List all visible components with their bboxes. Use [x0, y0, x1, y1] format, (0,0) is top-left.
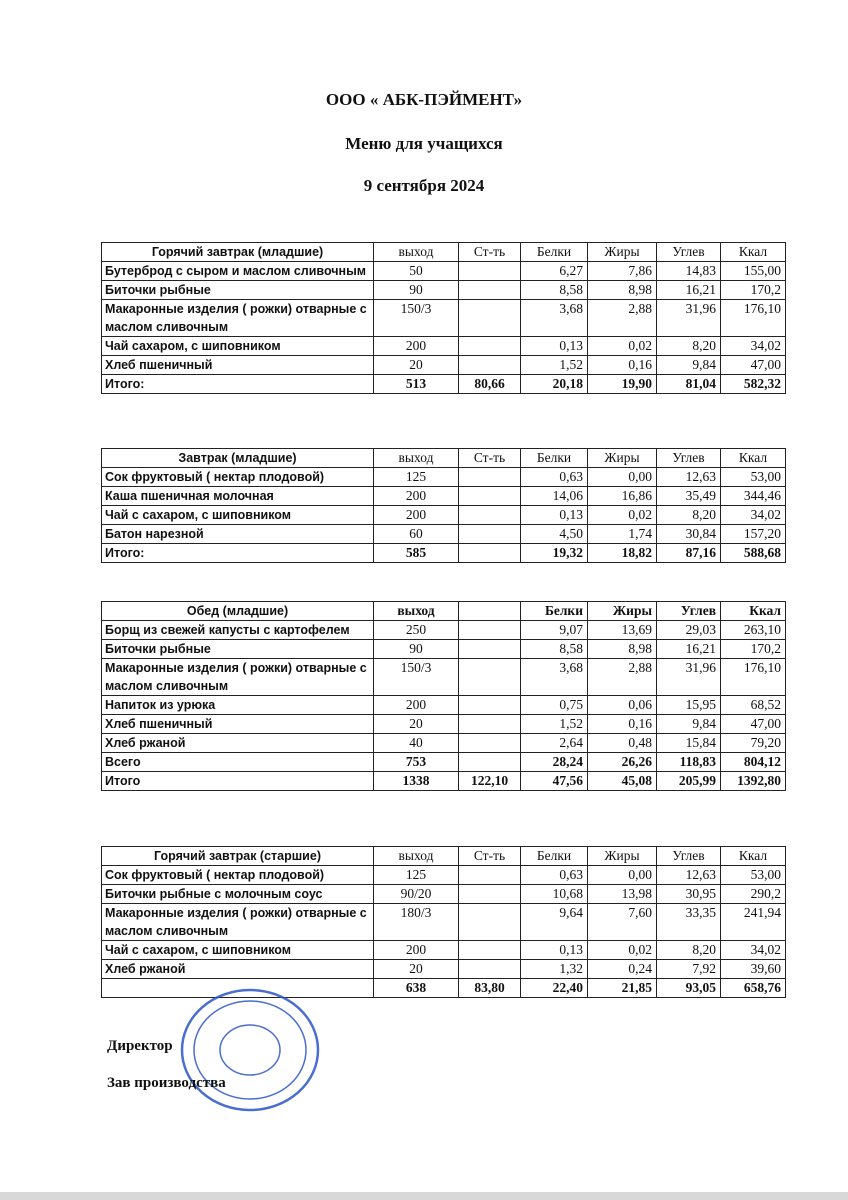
cell-kcal: 79,20: [721, 734, 786, 753]
table-row: [102, 885, 786, 904]
cell-fat: 0,16: [588, 356, 657, 375]
cell-carbs: 205,99: [657, 772, 721, 791]
table-row: [102, 525, 786, 544]
cell-carbs: 8,20: [657, 506, 721, 525]
production-manager-signature-label: Зав производства: [107, 1075, 226, 1091]
cell-protein: 3,68: [521, 659, 588, 696]
table-row: [102, 506, 786, 525]
cell-dish-name: Сок фруктовый ( нектар плодовой): [102, 866, 374, 885]
cell-price: [459, 525, 521, 544]
cell-dish-name: Всего: [102, 753, 374, 772]
table-header-row: [102, 847, 786, 866]
cell-yield: выход: [374, 602, 459, 621]
cell-kcal: 170,2: [721, 281, 786, 300]
cell-carbs: 81,04: [657, 375, 721, 394]
cell-yield: 250: [374, 621, 459, 640]
cell-price: [459, 506, 521, 525]
cell-yield: 20: [374, 715, 459, 734]
cell-kcal: Ккал: [721, 602, 786, 621]
cell-yield: выход: [374, 449, 459, 468]
cell-kcal: 47,00: [721, 715, 786, 734]
cell-price: [459, 300, 521, 337]
cell-protein: 0,63: [521, 866, 588, 885]
cell-protein: Белки: [521, 847, 588, 866]
cell-kcal: 53,00: [721, 866, 786, 885]
cell-dish-name: Сок фруктовый ( нектар плодовой): [102, 468, 374, 487]
cell-dish-name: Чай с сахаром, с шиповником: [102, 506, 374, 525]
cell-yield: 1338: [374, 772, 459, 791]
cell-protein: 10,68: [521, 885, 588, 904]
cell-fat: 0,00: [588, 866, 657, 885]
cell-price: 83,80: [459, 979, 521, 998]
cell-protein: Белки: [521, 602, 588, 621]
cell-dish-name: Хлеб ржаной: [102, 734, 374, 753]
cell-price: [459, 696, 521, 715]
table-header-row: [102, 449, 786, 468]
cell-fat: 0,02: [588, 337, 657, 356]
cell-carbs: 30,84: [657, 525, 721, 544]
cell-kcal: 34,02: [721, 941, 786, 960]
cell-yield: 200: [374, 337, 459, 356]
cell-dish-name: Завтрак (младшие): [102, 449, 374, 468]
cell-yield: выход: [374, 847, 459, 866]
cell-protein: 9,07: [521, 621, 588, 640]
cell-carbs: 35,49: [657, 487, 721, 506]
cell-yield: 20: [374, 356, 459, 375]
cell-price: [459, 659, 521, 696]
cell-kcal: Ккал: [721, 449, 786, 468]
cell-dish-name: Итого:: [102, 375, 374, 394]
cell-protein: 0,13: [521, 941, 588, 960]
cell-fat: 2,88: [588, 659, 657, 696]
table-row: [102, 960, 786, 979]
cell-protein: Белки: [521, 243, 588, 262]
cell-kcal: 582,32: [721, 375, 786, 394]
cell-price: [459, 621, 521, 640]
table-row: [102, 696, 786, 715]
cell-price: Ст-ть: [459, 243, 521, 262]
table-row: [102, 904, 786, 941]
table-total-row: [102, 544, 786, 563]
cell-fat: 0,06: [588, 696, 657, 715]
cell-carbs: Углев: [657, 602, 721, 621]
cell-fat: 7,60: [588, 904, 657, 941]
cell-yield: 90: [374, 640, 459, 659]
cell-kcal: 1392,80: [721, 772, 786, 791]
cell-yield: 40: [374, 734, 459, 753]
table-row: [102, 281, 786, 300]
cell-dish-name: Хлеб пшеничный: [102, 356, 374, 375]
cell-carbs: 12,63: [657, 468, 721, 487]
cell-yield: выход: [374, 243, 459, 262]
cell-kcal: 155,00: [721, 262, 786, 281]
cell-price: [459, 356, 521, 375]
cell-price: Ст-ть: [459, 449, 521, 468]
cell-fat: Жиры: [588, 602, 657, 621]
cell-fat: 2,88: [588, 300, 657, 337]
cell-price: [459, 640, 521, 659]
cell-kcal: Ккал: [721, 847, 786, 866]
cell-protein: 1,52: [521, 356, 588, 375]
cell-kcal: 241,94: [721, 904, 786, 941]
cell-dish-name: Батон нарезной: [102, 525, 374, 544]
cell-carbs: 93,05: [657, 979, 721, 998]
cell-dish-name: Макаронные изделия ( рожки) отварные с маслом сливочным: [102, 300, 374, 337]
cell-carbs: 8,20: [657, 941, 721, 960]
cell-fat: Жиры: [588, 243, 657, 262]
document-title: Меню для учащихся: [345, 134, 503, 153]
cell-kcal: 170,2: [721, 640, 786, 659]
cell-protein: 28,24: [521, 753, 588, 772]
cell-carbs: Углев: [657, 847, 721, 866]
cell-dish-name: Биточки рыбные: [102, 640, 374, 659]
cell-yield: 60: [374, 525, 459, 544]
cell-fat: 0,00: [588, 468, 657, 487]
cell-fat: Жиры: [588, 847, 657, 866]
cell-protein: 0,13: [521, 506, 588, 525]
cell-carbs: 87,16: [657, 544, 721, 563]
cell-protein: 4,50: [521, 525, 588, 544]
cell-price: [459, 715, 521, 734]
cell-carbs: 14,83: [657, 262, 721, 281]
cell-yield: 753: [374, 753, 459, 772]
cell-kcal: 176,10: [721, 659, 786, 696]
cell-yield: 200: [374, 506, 459, 525]
table-row: [102, 659, 786, 696]
menu-table-lunch-junior: [101, 601, 786, 791]
cell-yield: 200: [374, 941, 459, 960]
cell-protein: 20,18: [521, 375, 588, 394]
cell-price: [459, 753, 521, 772]
cell-protein: 8,58: [521, 640, 588, 659]
menu-table-hot-breakfast-junior: [101, 242, 786, 394]
table-total-row: [102, 753, 786, 772]
cell-carbs: 16,21: [657, 281, 721, 300]
cell-fat: 0,48: [588, 734, 657, 753]
cell-price: [459, 904, 521, 941]
cell-price: [459, 262, 521, 281]
cell-kcal: 344,46: [721, 487, 786, 506]
cell-carbs: 33,35: [657, 904, 721, 941]
cell-protein: 1,52: [521, 715, 588, 734]
cell-carbs: 16,21: [657, 640, 721, 659]
cell-dish-name: Горячий завтрак (старшие): [102, 847, 374, 866]
cell-price: [459, 281, 521, 300]
cell-protein: 22,40: [521, 979, 588, 998]
cell-yield: 90: [374, 281, 459, 300]
table-row: [102, 715, 786, 734]
cell-dish-name: Бутерброд с сыром и маслом сливочным: [102, 262, 374, 281]
cell-fat: 0,16: [588, 715, 657, 734]
cell-carbs: 29,03: [657, 621, 721, 640]
cell-dish-name: Напиток из урюка: [102, 696, 374, 715]
official-stamp: [175, 985, 325, 1115]
cell-protein: 8,58: [521, 281, 588, 300]
cell-yield: 513: [374, 375, 459, 394]
cell-price: [459, 544, 521, 563]
cell-price: [459, 337, 521, 356]
cell-price: [459, 866, 521, 885]
cell-kcal: 658,76: [721, 979, 786, 998]
cell-fat: 0,02: [588, 941, 657, 960]
cell-fat: 1,74: [588, 525, 657, 544]
cell-fat: 21,85: [588, 979, 657, 998]
table-row: [102, 941, 786, 960]
cell-kcal: Ккал: [721, 243, 786, 262]
table-total-row: [102, 375, 786, 394]
cell-carbs: 30,95: [657, 885, 721, 904]
cell-yield: 585: [374, 544, 459, 563]
cell-dish-name: Биточки рыбные: [102, 281, 374, 300]
cell-kcal: 47,00: [721, 356, 786, 375]
cell-carbs: 15,84: [657, 734, 721, 753]
cell-kcal: 804,12: [721, 753, 786, 772]
cell-fat: Жиры: [588, 449, 657, 468]
cell-carbs: 8,20: [657, 337, 721, 356]
cell-kcal: 39,60: [721, 960, 786, 979]
cell-price: [459, 734, 521, 753]
cell-dish-name: Чай с сахаром, с шиповником: [102, 941, 374, 960]
table-row: [102, 866, 786, 885]
cell-dish-name: Итого:: [102, 544, 374, 563]
cell-fat: 0,24: [588, 960, 657, 979]
cell-dish-name: Горячий завтрак (младшие): [102, 243, 374, 262]
cell-fat: 13,69: [588, 621, 657, 640]
cell-kcal: 157,20: [721, 525, 786, 544]
cell-yield: 150/3: [374, 659, 459, 696]
table-row: [102, 734, 786, 753]
cell-yield: 150/3: [374, 300, 459, 337]
cell-protein: 6,27: [521, 262, 588, 281]
cell-dish-name: Макаронные изделия ( рожки) отварные с маслом сливочным: [102, 659, 374, 696]
company-name: ООО « АБК-ПЭЙМЕНТ»: [325, 90, 523, 109]
cell-carbs: 118,83: [657, 753, 721, 772]
cell-yield: 125: [374, 468, 459, 487]
cell-dish-name: Биточки рыбные с молочным соус: [102, 885, 374, 904]
cell-price: [459, 602, 521, 621]
cell-yield: 125: [374, 866, 459, 885]
cell-protein: 3,68: [521, 300, 588, 337]
cell-kcal: 34,02: [721, 337, 786, 356]
cell-fat: 45,08: [588, 772, 657, 791]
table-header-row: [102, 602, 786, 621]
cell-carbs: 9,84: [657, 356, 721, 375]
cell-dish-name: Хлеб пшеничный: [102, 715, 374, 734]
cell-yield: 90/20: [374, 885, 459, 904]
menu-table-breakfast-junior: [101, 448, 786, 563]
cell-fat: 7,86: [588, 262, 657, 281]
table-row: [102, 468, 786, 487]
table-total-row: [102, 772, 786, 791]
cell-protein: 9,64: [521, 904, 588, 941]
cell-kcal: 176,10: [721, 300, 786, 337]
cell-dish-name: Хлеб ржаной: [102, 960, 374, 979]
cell-price: Ст-ть: [459, 847, 521, 866]
cell-price: [459, 941, 521, 960]
scan-edge: [0, 1192, 848, 1200]
cell-fat: 26,26: [588, 753, 657, 772]
cell-protein: 0,75: [521, 696, 588, 715]
cell-fat: 18,82: [588, 544, 657, 563]
cell-kcal: 588,68: [721, 544, 786, 563]
cell-carbs: 7,92: [657, 960, 721, 979]
cell-protein: 14,06: [521, 487, 588, 506]
cell-protein: 0,63: [521, 468, 588, 487]
cell-kcal: 290,2: [721, 885, 786, 904]
table-row: [102, 621, 786, 640]
cell-protein: 0,13: [521, 337, 588, 356]
cell-yield: 180/3: [374, 904, 459, 941]
cell-carbs: 31,96: [657, 300, 721, 337]
cell-fat: 8,98: [588, 640, 657, 659]
table-row: [102, 640, 786, 659]
cell-carbs: Углев: [657, 243, 721, 262]
cell-price: [459, 885, 521, 904]
cell-kcal: 53,00: [721, 468, 786, 487]
cell-price: [459, 487, 521, 506]
menu-table-hot-breakfast-senior: [101, 846, 786, 998]
cell-kcal: 68,52: [721, 696, 786, 715]
cell-dish-name: Итого: [102, 772, 374, 791]
cell-carbs: 9,84: [657, 715, 721, 734]
table-row: [102, 337, 786, 356]
cell-yield: 200: [374, 696, 459, 715]
table-header-row: [102, 243, 786, 262]
table-row: [102, 487, 786, 506]
cell-protein: 2,64: [521, 734, 588, 753]
director-signature-label: Директор: [107, 1038, 173, 1054]
cell-yield: 50: [374, 262, 459, 281]
cell-yield: 200: [374, 487, 459, 506]
cell-kcal: 263,10: [721, 621, 786, 640]
cell-protein: Белки: [521, 449, 588, 468]
table-row: [102, 300, 786, 337]
cell-fat: 13,98: [588, 885, 657, 904]
cell-fat: 0,02: [588, 506, 657, 525]
cell-price: 122,10: [459, 772, 521, 791]
cell-carbs: 31,96: [657, 659, 721, 696]
cell-price: [459, 960, 521, 979]
cell-carbs: Углев: [657, 449, 721, 468]
menu-date: 9 сентября 2024: [363, 176, 485, 195]
cell-dish-name: Борщ из свежей капусты с картофелем: [102, 621, 374, 640]
cell-carbs: 15,95: [657, 696, 721, 715]
cell-protein: 47,56: [521, 772, 588, 791]
cell-dish-name: Каша пшеничная молочная: [102, 487, 374, 506]
cell-fat: 8,98: [588, 281, 657, 300]
table-row: [102, 356, 786, 375]
cell-dish-name: Обед (младшие): [102, 602, 374, 621]
cell-yield: 638: [374, 979, 459, 998]
cell-dish-name: Чай сахаром, с шиповником: [102, 337, 374, 356]
cell-protein: 19,32: [521, 544, 588, 563]
cell-fat: 16,86: [588, 487, 657, 506]
cell-yield: 20: [374, 960, 459, 979]
cell-kcal: 34,02: [721, 506, 786, 525]
cell-protein: 1,32: [521, 960, 588, 979]
table-row: [102, 262, 786, 281]
cell-dish-name: Макаронные изделия ( рожки) отварные с маслом сливочным: [102, 904, 374, 941]
cell-fat: 19,90: [588, 375, 657, 394]
cell-carbs: 12,63: [657, 866, 721, 885]
cell-price: 80,66: [459, 375, 521, 394]
cell-price: [459, 468, 521, 487]
